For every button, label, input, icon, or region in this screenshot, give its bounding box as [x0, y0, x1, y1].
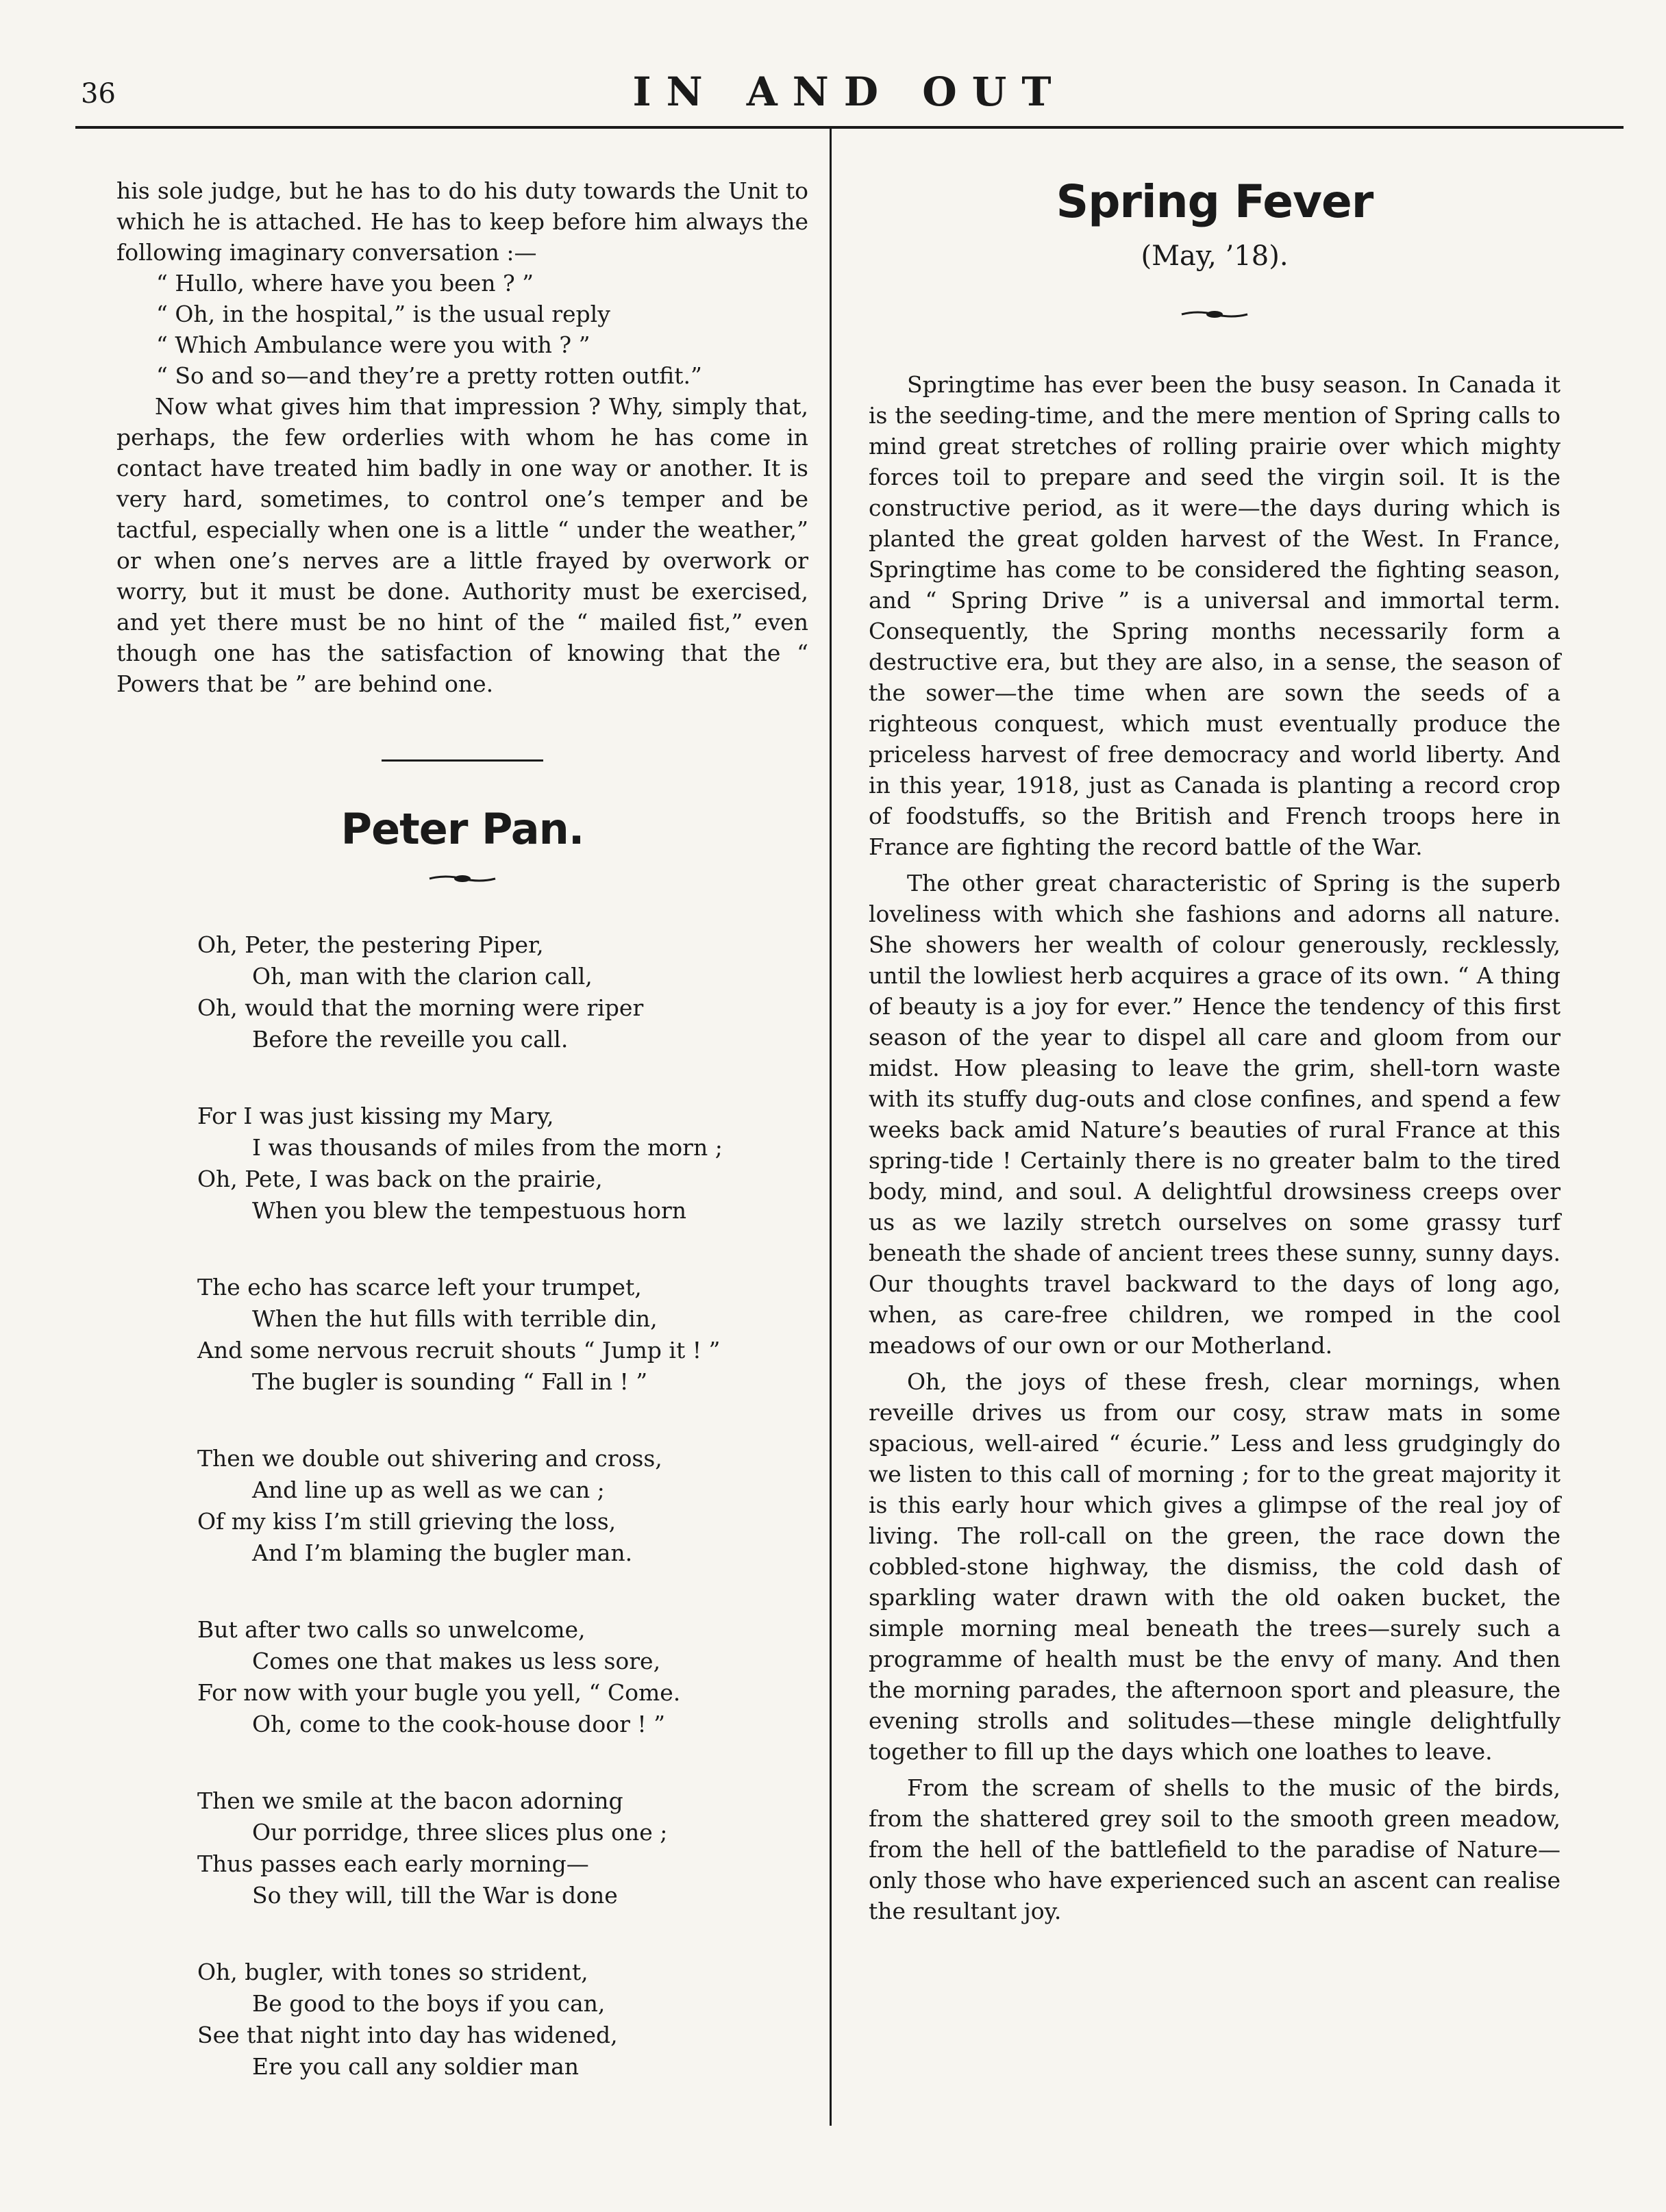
- poem-line: Oh, would that the morning were riper: [197, 994, 644, 1021]
- article-paragraph: The other great characteristic of Spring is the superb loveliness with which she fashions and adorns all nature. She showers her wealth of colour generously, recklessly, until the lowliest herb acquires a grace of its own. “ A thing of beauty is a joy for ever.” Hence the tendency of this first season of the year to dispel all care and gloom from our midst. How pleasing to leave the grim, shell-torn waste with its stuffy dug-outs and close confines, and spend a few weeks back amid Nature’s beauties of rural France at this spring-tide ! Certainly there is no greater balm to the tired body, mind, and soul. A delightful drowsiness creeps over us as we lazily stretch ourselves on some grassy turf beneath the shade of ancient trees these sunny, sunny days. Our thoughts travel backward to the days of long ago, when, as care-free children, we romped in the cool meadows of our own or our Motherland.: [869, 870, 1561, 1359]
- article-paragraph: Now what gives him that impression ? Why, simply that, perhaps, the few orderlies with whom he has come in contact have treated him badly in one way or another. It is very hard, sometimes, to control one’s temper and be tactful, especially when one is a little “ under the weather,” or when one’s nerves are a little frayed by overwork or worry, but it must be done. Authority must be exercised, and yet there must be no hint of the “ mailed fist,” even though one has the satisfaction of knowing that the “ Powers that be ” are behind one.: [116, 393, 808, 697]
- running-title: IN AND OUT: [632, 68, 1067, 115]
- poem-line: I was thousands of miles from the morn ;: [252, 1134, 723, 1161]
- poem-line: Then we double out shivering and cross,: [197, 1445, 662, 1472]
- poem-line: And line up as well as we can ;: [252, 1476, 605, 1503]
- dialog-line: “ Oh, in the hospital,” is the usual reply: [156, 301, 610, 327]
- header-rule: [75, 126, 1624, 129]
- poem-line: Thus passes each early morning—: [197, 1850, 589, 1877]
- ornament-icon: [428, 872, 497, 885]
- poem-line: Oh, Peter, the pestering Piper,: [197, 931, 544, 958]
- page-number: 36: [81, 78, 116, 110]
- poem-line: And I’m blaming the bugler man.: [252, 1539, 633, 1566]
- poem-line: Oh, man with the clarion call,: [252, 963, 593, 990]
- poem-line: Ere you call any soldier man: [252, 2053, 580, 2080]
- stanza: [197, 1272, 808, 1398]
- column-divider: [830, 126, 832, 2126]
- article-paragraph: Springtime has ever been the busy season. In Canada it is the seeding-time, and the mere mention of Spring calls to mind great stretches of rolling prairie over which mighty forces toil to prepare and seed the virgin soil. It is the constructive period, as it were—the days during which is planted the great golden harvest of the West. In France, Springtime has come to be considered the fighting season, and “ Spring Drive ” is a universal and immortal term. Consequently, the Spring months necessarily form a destructive era, but they are also, in a sense, the season of the sower—the time when are sown the seeds of a righteous conquest, which must eventually produce the priceless harvest of free democracy and world liberty. And in this year, 1918, just as Canada is planting a record crop of foodstuffs, so the British and French troops here in France are fighting the record battle of the War.: [869, 371, 1561, 860]
- dialog-line: “ So and so—and they’re a pretty rotten outfit.”: [156, 362, 702, 389]
- section-divider: [382, 759, 543, 762]
- poem-line: Our porridge, three slices plus one ;: [252, 1819, 668, 1846]
- poem-line: For now with your bugle you yell, “ Come.: [197, 1679, 681, 1706]
- article-date: (May, ’18).: [1141, 240, 1289, 272]
- stanza: [197, 1785, 808, 1911]
- poem-line: So they will, till the War is done: [252, 1882, 618, 1909]
- stanza: [197, 1443, 808, 1569]
- poem-line: When you blew the tempestuous horn: [252, 1197, 687, 1224]
- stanza: [197, 1614, 808, 1740]
- poem-line: The bugler is sounding “ Fall in ! ”: [252, 1368, 648, 1395]
- poem-line: But after two calls so unwelcome,: [197, 1616, 586, 1643]
- article-body: [869, 369, 1561, 1926]
- poem-line: And some nervous recruit shouts “ Jump it ! ”: [197, 1337, 721, 1363]
- poem-line: Be good to the boys if you can,: [252, 1990, 606, 2017]
- article-title: Spring Fever: [1056, 175, 1373, 228]
- poem-line: Oh, come to the cook-house door ! ”: [252, 1711, 665, 1737]
- dialog-line: “ Which Ambulance were you with ? ”: [156, 331, 590, 358]
- poem-line: Before the reveille you call.: [252, 1026, 569, 1053]
- poem-line: See that night into day has widened,: [197, 2022, 618, 2048]
- right-column: [869, 175, 1561, 1926]
- left-column: [116, 175, 808, 2083]
- stanza: [197, 1101, 808, 1227]
- article-paragraph: his sole judge, but he has to do his duty towards the Unit to which he is attached. He has to keep before him always the following imaginary conversation :—: [116, 177, 808, 266]
- stanza: [197, 1957, 808, 2083]
- dialog-line: “ Hullo, where have you been ? ”: [156, 270, 534, 297]
- article-paragraph: From the scream of shells to the music of the birds, from the shattered grey soil to the smooth green meadow, from the hell of the battlefield to the paradise of Nature—only those who have experienced such an ascent can realise the resultant joy.: [869, 1774, 1561, 1924]
- page-header: [75, 68, 1624, 130]
- poem-line: For I was just kissing my Mary,: [197, 1103, 554, 1129]
- poem: [197, 929, 808, 2083]
- ornament-icon: [1180, 307, 1249, 321]
- poem-line: Then we smile at the bacon adorning: [197, 1787, 623, 1814]
- poem-title: Peter Pan.: [340, 804, 584, 854]
- poem-line: The echo has scarce left your trumpet,: [197, 1274, 642, 1300]
- poem-line: Comes one that makes us less sore,: [252, 1648, 661, 1674]
- continued-article: [116, 175, 808, 699]
- article-paragraph: Oh, the joys of these fresh, clear mornings, when reveille drives us from our cosy, straw mats in some spacious, well-aired “ écurie.” Less and less grudgingly do we listen to this call of morning ; for to the great majority it is this early hour which gives a glimpse of the real joy of living. The roll-call on the green, the race down the cobbled-stone highway, the dismiss, the cold dash of sparkling water drawn with the old oaken bucket, the simple morning meal beneath the trees—surely such a programme of health must be the envy of many. And then the morning parades, the afternoon sport and pleasure, the evening strolls and solitudes—these mingle delightfully together to fill up the days which one loathes to leave.: [869, 1368, 1561, 1765]
- poem-line: Oh, bugler, with tones so strident,: [197, 1959, 588, 1985]
- stanza: [197, 929, 808, 1055]
- poem-line: When the hut fills with terrible din,: [252, 1305, 658, 1332]
- poem-line: Oh, Pete, I was back on the prairie,: [197, 1166, 603, 1192]
- poem-line: Of my kiss I’m still grieving the loss,: [197, 1508, 617, 1535]
